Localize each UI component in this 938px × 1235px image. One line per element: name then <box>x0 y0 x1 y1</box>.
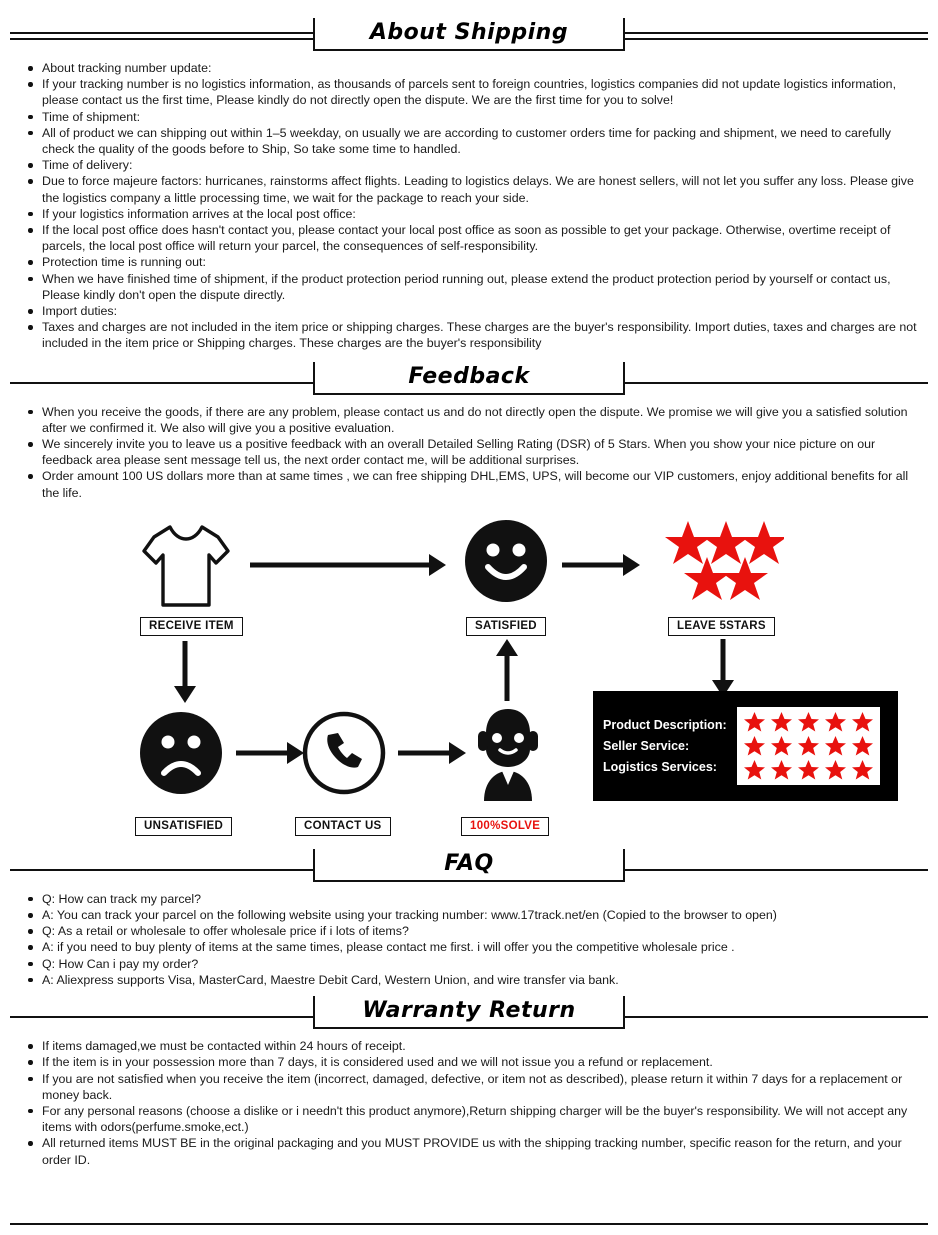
node-label-solve <box>461 816 549 836</box>
arrow-satisfied-to-stars <box>562 553 640 577</box>
shipping-policy-page <box>0 18 938 1235</box>
section-title-shipping: About Shipping <box>369 20 569 45</box>
list-item: Q: How can track my parcel? <box>26 891 926 907</box>
list-item: We sincerely invite you to leave us a positive feedback with an overall Detailed Selling Rating (DSR) of 5 Stars. When you show your nice picture on our feedback area please sent message tell us, the next order contact me, will be additional surprises. <box>26 436 926 468</box>
node-label-receive-item <box>140 616 243 636</box>
section-header-faq <box>0 849 938 891</box>
dsr-rating-panel <box>593 691 898 801</box>
section-header-feedback <box>0 362 938 404</box>
receive-item-label: RECEIVE ITEM <box>140 617 243 636</box>
contact-us-label: CONTACT US <box>295 817 391 836</box>
dsr-row-labels <box>603 718 727 774</box>
phone-icon <box>302 711 386 800</box>
node-label-satisfied <box>466 616 546 636</box>
list-item: If items damaged,we must be contacted within 24 hours of receipt. <box>26 1038 926 1054</box>
list-item: If the local post office does hasn't contact you, please contact your local post office as soon as possible to get your package. Otherwise, overtime receipt of parcels, the local post office will return your parcel, the consequences of self-responsibility. <box>26 222 926 254</box>
section-title-warranty: Warranty Return <box>362 998 576 1024</box>
list-item: When we have finished time of shipment, if the product protection period running out, please extend the product protection period by yourself or contact us, Please kindly don't open the dispute directly. <box>26 271 926 303</box>
list-item: A: You can track your parcel on the following website using your tracking number: www.17track.net/en (Copied to the browser to open) <box>26 907 926 923</box>
node-label-contact-us <box>295 816 391 836</box>
arrow-stars-to-dsr <box>710 639 736 697</box>
section-header-warranty <box>0 996 938 1038</box>
support-agent-icon <box>466 705 550 806</box>
unsatisfied-label: UNSATISFIED <box>135 817 232 836</box>
list-item: Import duties: <box>26 303 926 319</box>
dsr-label-product-description: Product Description: <box>603 717 727 732</box>
list-item: All returned items MUST BE in the original packaging and you MUST PROVIDE us with the shipping tracking number, specific reason for the return, and your order ID. <box>26 1135 926 1167</box>
faq-bullet-list <box>0 891 938 988</box>
dsr-stars-row <box>743 759 874 781</box>
feedback-flow-diagram <box>0 513 938 843</box>
shipping-bullet-list <box>0 60 938 352</box>
dsr-stars-row <box>743 735 874 757</box>
section-title-feedback: Feedback <box>408 363 530 389</box>
dsr-label-seller-service: Seller Service: <box>603 738 690 753</box>
node-label-leave-5stars <box>668 616 775 636</box>
list-item: About tracking number update: <box>26 60 926 76</box>
section-title-faq: FAQ <box>444 850 494 876</box>
list-item: Protection time is running out: <box>26 254 926 270</box>
sad-face-icon <box>139 711 223 800</box>
list-item: When you receive the goods, if there are any problem, please contact us and do not directly open the dispute. We promise we will give you a satisfied solution after we confirmed it. We also will give you a positive evaluation. <box>26 404 926 436</box>
list-item: A: if you need to buy plenty of items at the same times, please contact me first. i will offer you the competitive wholesale price . <box>26 939 926 955</box>
arrow-receive-to-satisfied <box>250 553 446 577</box>
arrow-unsatisfied-to-contact <box>236 741 304 765</box>
list-item: All of product we can shipping out within 1–5 weekday, on usually we are according to customer orders time for packing and shipment, we need to carefully check the quality of the goods before to Ship, So take some time to handled. <box>26 125 926 157</box>
page-bottom-divider <box>10 1223 928 1225</box>
arrow-solve-to-satisfied <box>494 639 520 701</box>
list-item: Q: As a retail or wholesale to offer wholesale price if i lots of items? <box>26 923 926 939</box>
warranty-bullet-list <box>0 1038 938 1168</box>
section-header-shipping <box>0 18 938 60</box>
list-item: If the item is in your possession more than 7 days, it is considered used and we will not issue you a refund or replacement. <box>26 1054 926 1070</box>
tshirt-icon <box>136 521 236 616</box>
leave-5stars-label: LEAVE 5STARS <box>668 617 775 636</box>
dsr-label-logistics-services: Logistics Services: <box>603 759 717 774</box>
arrow-contact-to-solve <box>398 741 466 765</box>
list-item: Due to force majeure factors: hurricanes, rainstorms affect flights. Leading to logistics delays. We are honest sellers, will not let you suffer any loss. Please give the logistics company a little processing time, we wait for the package to reach your side. <box>26 173 926 205</box>
list-item: For any personal reasons (choose a dislike or i needn't this product anymore),Return shipping charger will be the buyer's responsibility. We will not accept any items with odors(perfume.smoke,ect.) <box>26 1103 926 1135</box>
section-title-box-warranty <box>313 996 625 1029</box>
list-item: A: Aliexpress supports Visa, MasterCard, Maestre Debit Card, Western Union, and wire transfer via bank. <box>26 972 926 988</box>
feedback-bullet-list <box>0 404 938 501</box>
list-item: If you are not satisfied when you receive the item (incorrect, damaged, defective, or item not as described), please return it within 7 days for a replacement or money back. <box>26 1071 926 1103</box>
section-title-box-feedback <box>313 362 625 395</box>
list-item: Order amount 100 US dollars more than at same times , we can free shipping DHL,EMS, UPS, will become our VIP customers, enjoy additional benefits for all the life. <box>26 468 926 500</box>
smiley-face-icon <box>464 519 548 608</box>
list-item: Time of shipment: <box>26 109 926 125</box>
satisfied-label: SATISFIED <box>466 617 546 636</box>
section-title-box-shipping <box>313 18 625 51</box>
five-stars-icon <box>664 519 784 612</box>
node-label-unsatisfied <box>135 816 232 836</box>
list-item: Time of delivery: <box>26 157 926 173</box>
list-item: Taxes and charges are not included in the item price or shipping charges. These charges are the buyer's responsibility. Import duties, taxes and charges are not included in the item price or Shipping charges. These charges are the buyer's responsibility <box>26 319 926 351</box>
list-item: If your tracking number is no logistics information, as thousands of parcels sent to foreign countries, logistics companies did not update logistics information, please contact us the first time, Please kindly do not directly open the dispute. We are the first time for you to solve! <box>26 76 926 108</box>
section-title-box-faq <box>313 849 625 882</box>
dsr-stars-grid <box>737 707 880 785</box>
list-item: If your logistics information arrives at the local post office: <box>26 206 926 222</box>
arrow-receive-to-unsatisfied <box>172 641 198 703</box>
solve-label: 100%SOLVE <box>461 817 549 836</box>
list-item: Q: How Can i pay my order? <box>26 956 926 972</box>
dsr-stars-row <box>743 711 874 733</box>
